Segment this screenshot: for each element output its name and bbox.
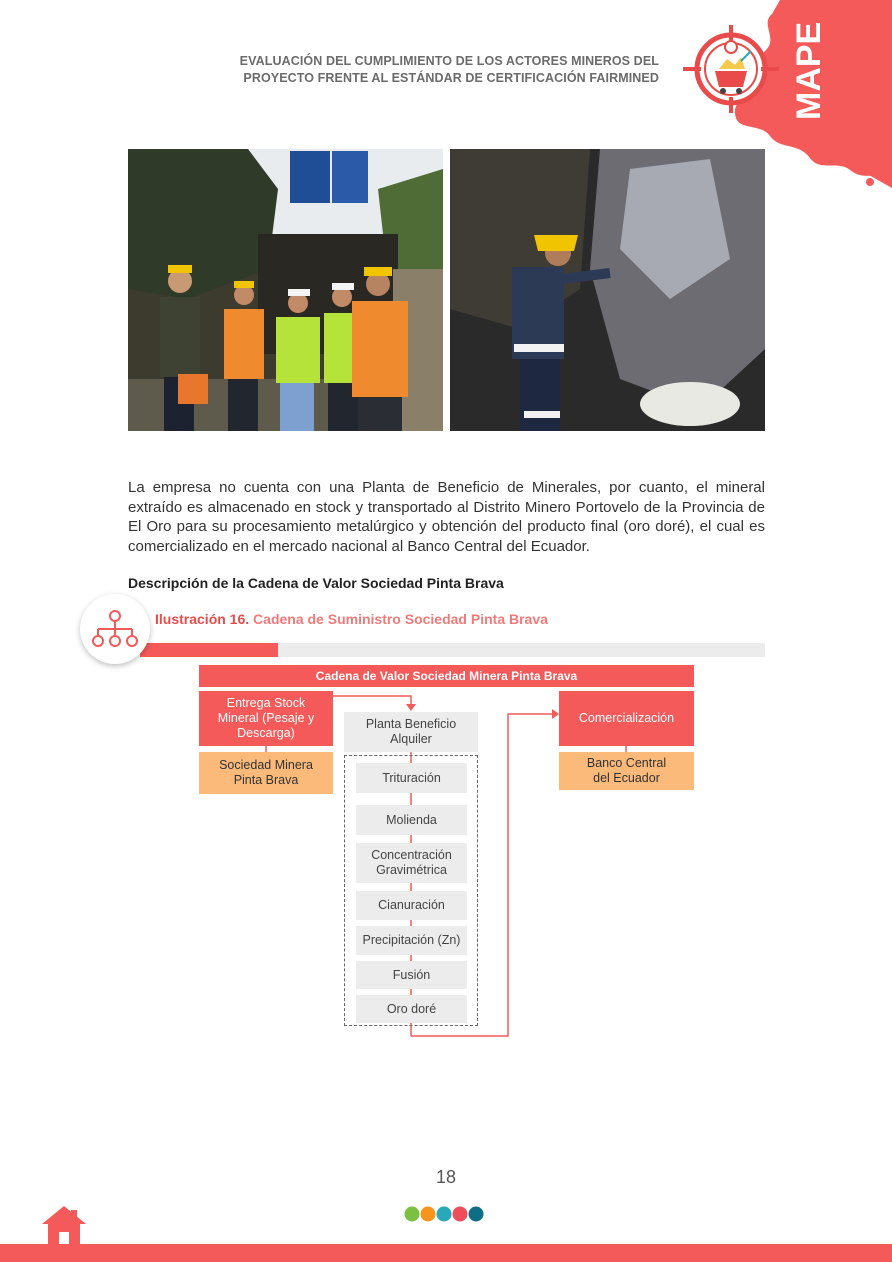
- step-trituracion: Trituración: [356, 763, 467, 793]
- page-number: 18: [435, 1167, 457, 1187]
- mape-badge: MAPE: [790, 21, 828, 120]
- step-concentracion: Concentración Gravimétrica: [356, 843, 467, 883]
- section-subheading: Descripción de la Cadena de Valor Sociedad Pinta Brava: [128, 575, 504, 591]
- step-fusion: Fusión: [356, 961, 467, 989]
- header-line-2: PROYECTO FRENTE AL ESTÁNDAR DE CERTIFICACIÓN FAIRMINED: [243, 71, 659, 85]
- actor-sociedad-minera: Sociedad Minera Pinta Brava: [199, 752, 333, 794]
- body-paragraph: La empresa no cuenta con una Planta de Beneficio de Minerales, por cuanto, el mineral extraído es almacenado en stock y transportado al Distrito Minero Portovelo de la Provincia de El Oro para su procesamiento metalúrgico y obtención del producto final (oro doré), el cual es comercializado en el mercado nacional al Banco Central del Ecuador.: [128, 479, 765, 555]
- home-icon[interactable]: [40, 1204, 88, 1246]
- step-precipitacion: Precipitación (Zn): [356, 926, 467, 955]
- stage-entrega-stock: Entrega Stock Mineral (Pesaje y Descarga): [199, 691, 333, 746]
- illustration-label: Ilustración 16.: [155, 611, 250, 627]
- stage-comercializacion: Comercialización: [559, 691, 694, 746]
- footer-bar: [0, 1244, 892, 1262]
- diagram-header: Cadena de Valor Sociedad Minera Pinta Brava: [199, 665, 694, 687]
- step-molienda: Molienda: [356, 805, 467, 835]
- illustration-title: Cadena de Suministro Sociedad Pinta Brava: [253, 611, 548, 627]
- color-dots-decoration: [404, 1206, 488, 1222]
- actor-banco-central: Banco Central del Ecuador: [559, 752, 694, 790]
- header-line-1: EVALUACIÓN DEL CUMPLIMIENTO DE LOS ACTORES MINEROS DEL: [239, 54, 659, 68]
- step-cianuracion: Cianuración: [356, 891, 467, 920]
- step-oro-dore: Oro doré: [356, 995, 467, 1023]
- arrow-stage1-to-stage2: [333, 696, 411, 706]
- stage-planta-beneficio: Planta Beneficio Alquiler: [344, 712, 478, 752]
